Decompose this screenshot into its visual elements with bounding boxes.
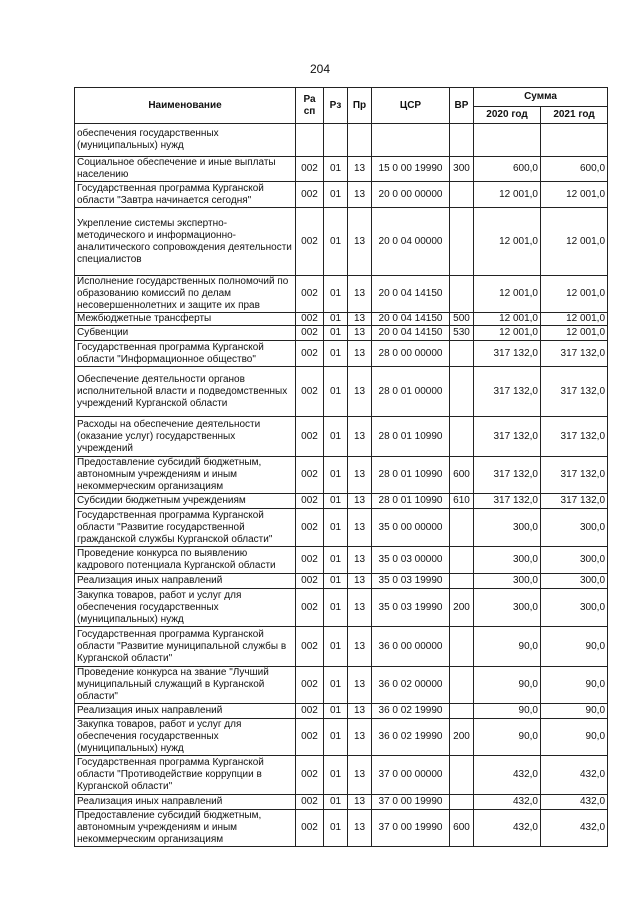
row-rasp-cell: 002 bbox=[296, 367, 324, 417]
row-rasp-cell: 002 bbox=[296, 326, 324, 341]
row-pr-cell: 13 bbox=[348, 719, 372, 756]
row-rz-cell: 01 bbox=[324, 157, 348, 182]
row-name-cell: Проведение конкурса по выявлению кадрового потенциала Курганской области bbox=[75, 547, 296, 574]
row-sum-2021-cell: 317 132,0 bbox=[541, 417, 608, 457]
row-sum-2020-cell: 300,0 bbox=[474, 589, 541, 627]
row-sum-2021-cell: 300,0 bbox=[541, 509, 608, 547]
row-csr-cell: 36 0 02 00000 bbox=[372, 667, 450, 704]
row-sum-2021-cell: 300,0 bbox=[541, 589, 608, 627]
row-vr-cell: 530 bbox=[450, 326, 474, 341]
row-csr-cell: 37 0 00 19990 bbox=[372, 810, 450, 847]
table-row bbox=[75, 810, 608, 847]
table-row bbox=[75, 704, 608, 719]
row-rasp-cell: 002 bbox=[296, 795, 324, 810]
row-csr-cell: 20 0 04 00000 bbox=[372, 208, 450, 276]
row-sum-2021-cell: 600,0 bbox=[541, 157, 608, 182]
row-sum-2020-cell: 300,0 bbox=[474, 574, 541, 589]
row-rz-cell: 01 bbox=[324, 574, 348, 589]
row-name-cell: Государственная программа Курганской области "Противодействие коррупции в Курганской области" bbox=[75, 756, 296, 795]
row-sum-2021-cell: 432,0 bbox=[541, 756, 608, 795]
row-rz-cell: 01 bbox=[324, 547, 348, 574]
page-number: 204 bbox=[309, 62, 331, 76]
table-row bbox=[75, 494, 608, 509]
row-rz-cell: 01 bbox=[324, 719, 348, 756]
row-name-cell: Закупка товаров, работ и услуг для обеспечения государственных (муниципальных) нужд bbox=[75, 719, 296, 756]
row-csr-cell: 20 0 04 14150 bbox=[372, 276, 450, 313]
row-sum-2020-cell: 90,0 bbox=[474, 719, 541, 756]
row-name-cell: Закупка товаров, работ и услуг для обеспечения государственных (муниципальных) нужд bbox=[75, 589, 296, 627]
row-csr-cell: 36 0 02 19990 bbox=[372, 719, 450, 756]
row-pr-cell: 13 bbox=[348, 276, 372, 313]
row-csr-cell: 15 0 00 19990 bbox=[372, 157, 450, 182]
row-sum-2020-cell: 12 001,0 bbox=[474, 208, 541, 276]
table-row bbox=[75, 326, 608, 341]
row-pr-cell: 13 bbox=[348, 494, 372, 509]
header-year-2020: 2020 год bbox=[474, 107, 541, 124]
table-row bbox=[75, 719, 608, 756]
row-rz-cell: 01 bbox=[324, 417, 348, 457]
row-rasp-cell: 002 bbox=[296, 208, 324, 276]
row-rasp-cell: 002 bbox=[296, 276, 324, 313]
row-pr-cell: 13 bbox=[348, 182, 372, 208]
row-sum-2020-cell: 12 001,0 bbox=[474, 313, 541, 326]
header-year-2021: 2021 год bbox=[541, 107, 608, 124]
table-row bbox=[75, 208, 608, 276]
row-csr-cell: 28 0 01 10990 bbox=[372, 457, 450, 494]
row-csr-cell: 35 0 03 00000 bbox=[372, 547, 450, 574]
row-sum-2020-cell: 300,0 bbox=[474, 547, 541, 574]
row-name-cell: Предоставление субсидий бюджетным, автономным учреждениям и иным некоммерческим организациям bbox=[75, 810, 296, 847]
row-name-cell: Реализация иных направлений bbox=[75, 574, 296, 589]
row-name-cell: Расходы на обеспечение деятельности (оказание услуг) государственных учреждений bbox=[75, 417, 296, 457]
row-rz-cell: 01 bbox=[324, 810, 348, 847]
row-sum-2021-cell: 12 001,0 bbox=[541, 276, 608, 313]
table-row bbox=[75, 509, 608, 547]
row-name-cell: Предоставление субсидий бюджетным, автономным учреждениям и иным некоммерческим организациям bbox=[75, 457, 296, 494]
row-sum-2020-cell: 317 132,0 bbox=[474, 494, 541, 509]
row-csr-cell: 20 0 00 00000 bbox=[372, 182, 450, 208]
row-rz-cell: 01 bbox=[324, 756, 348, 795]
row-name-cell: Государственная программа Курганской области "Информационное общество" bbox=[75, 341, 296, 367]
row-csr-cell: 20 0 04 14150 bbox=[372, 313, 450, 326]
row-sum-2020-cell: 432,0 bbox=[474, 795, 541, 810]
row-csr-cell: 37 0 00 00000 bbox=[372, 756, 450, 795]
table-row bbox=[75, 574, 608, 589]
row-sum-2021-cell: 317 132,0 bbox=[541, 457, 608, 494]
row-name-cell: Обеспечение деятельности органов исполнительной власти и подведомственных учреждений Курганской области bbox=[75, 367, 296, 417]
row-rz-cell: 01 bbox=[324, 667, 348, 704]
row-rz-cell: 01 bbox=[324, 182, 348, 208]
header-csr: ЦСР bbox=[372, 88, 450, 124]
row-rz-cell: 01 bbox=[324, 509, 348, 547]
row-rz-cell: 01 bbox=[324, 589, 348, 627]
row-rasp-cell: 002 bbox=[296, 667, 324, 704]
row-vr-cell: 600 bbox=[450, 810, 474, 847]
header-name: Наименование bbox=[75, 88, 296, 124]
row-csr-cell: 28 0 01 10990 bbox=[372, 494, 450, 509]
row-pr-cell: 13 bbox=[348, 547, 372, 574]
row-sum-2021-cell: 90,0 bbox=[541, 627, 608, 667]
row-sum-2020-cell: 432,0 bbox=[474, 756, 541, 795]
row-rz-cell: 01 bbox=[324, 457, 348, 494]
row-name-cell: Государственная программа Курганской области "Завтра начинается сегодня" bbox=[75, 182, 296, 208]
header-rasp: Ра сп bbox=[296, 88, 324, 124]
table-row bbox=[75, 157, 608, 182]
row-pr-cell bbox=[348, 124, 372, 157]
row-sum-2021-cell bbox=[541, 124, 608, 157]
row-pr-cell: 13 bbox=[348, 704, 372, 719]
row-vr-cell bbox=[450, 509, 474, 547]
row-sum-2021-cell: 317 132,0 bbox=[541, 341, 608, 367]
row-pr-cell: 13 bbox=[348, 667, 372, 704]
row-sum-2021-cell: 432,0 bbox=[541, 795, 608, 810]
row-sum-2020-cell: 317 132,0 bbox=[474, 367, 541, 417]
row-name-cell: Государственная программа Курганской области "Развитие муниципальной службы в Курганской области" bbox=[75, 627, 296, 667]
row-sum-2021-cell: 12 001,0 bbox=[541, 208, 608, 276]
row-sum-2020-cell: 600,0 bbox=[474, 157, 541, 182]
row-vr-cell bbox=[450, 208, 474, 276]
row-name-cell: Государственная программа Курганской области "Развитие государственной гражданской службы Курганской области" bbox=[75, 509, 296, 547]
row-vr-cell bbox=[450, 276, 474, 313]
row-name-cell: Реализация иных направлений bbox=[75, 704, 296, 719]
row-pr-cell: 13 bbox=[348, 574, 372, 589]
row-vr-cell bbox=[450, 756, 474, 795]
row-rz-cell bbox=[324, 124, 348, 157]
row-pr-cell: 13 bbox=[348, 795, 372, 810]
row-pr-cell: 13 bbox=[348, 208, 372, 276]
row-sum-2021-cell: 300,0 bbox=[541, 547, 608, 574]
row-name-cell: Укрепление системы экспертно-методического и информационно-аналитического сопровождения деятельности специалистов bbox=[75, 208, 296, 276]
row-sum-2020-cell: 12 001,0 bbox=[474, 326, 541, 341]
row-sum-2021-cell: 317 132,0 bbox=[541, 494, 608, 509]
row-name-cell: обеспечения государственных (муниципальных) нужд bbox=[75, 124, 296, 157]
row-rz-cell: 01 bbox=[324, 208, 348, 276]
row-csr-cell: 36 0 00 00000 bbox=[372, 627, 450, 667]
row-rasp-cell: 002 bbox=[296, 509, 324, 547]
table-row bbox=[75, 124, 608, 157]
row-pr-cell: 13 bbox=[348, 509, 372, 547]
row-vr-cell: 200 bbox=[450, 589, 474, 627]
row-sum-2020-cell: 90,0 bbox=[474, 667, 541, 704]
row-vr-cell bbox=[450, 341, 474, 367]
row-name-cell: Реализация иных направлений bbox=[75, 795, 296, 810]
row-rasp-cell: 002 bbox=[296, 182, 324, 208]
row-vr-cell: 200 bbox=[450, 719, 474, 756]
row-vr-cell bbox=[450, 124, 474, 157]
row-rz-cell: 01 bbox=[324, 341, 348, 367]
row-rasp-cell: 002 bbox=[296, 417, 324, 457]
row-rasp-cell: 002 bbox=[296, 494, 324, 509]
row-rasp-cell: 002 bbox=[296, 547, 324, 574]
table-body bbox=[75, 124, 608, 847]
row-rasp-cell: 002 bbox=[296, 756, 324, 795]
header-vr: ВР bbox=[450, 88, 474, 124]
row-sum-2021-cell: 12 001,0 bbox=[541, 182, 608, 208]
row-sum-2020-cell: 300,0 bbox=[474, 509, 541, 547]
row-pr-cell: 13 bbox=[348, 367, 372, 417]
row-rasp-cell: 002 bbox=[296, 313, 324, 326]
row-csr-cell: 35 0 00 00000 bbox=[372, 509, 450, 547]
table-row bbox=[75, 367, 608, 417]
row-sum-2021-cell: 12 001,0 bbox=[541, 313, 608, 326]
row-sum-2020-cell: 90,0 bbox=[474, 704, 541, 719]
table-row bbox=[75, 589, 608, 627]
row-pr-cell: 13 bbox=[348, 157, 372, 182]
row-sum-2020-cell: 317 132,0 bbox=[474, 457, 541, 494]
table-row bbox=[75, 547, 608, 574]
row-name-cell: Исполнение государственных полномочий по образованию комиссий по делам несовершеннолетних и защите их прав bbox=[75, 276, 296, 313]
row-vr-cell bbox=[450, 182, 474, 208]
row-name-cell: Межбюджетные трансферты bbox=[75, 313, 296, 326]
table-row bbox=[75, 417, 608, 457]
header-rz: Рз bbox=[324, 88, 348, 124]
row-rasp-cell bbox=[296, 124, 324, 157]
row-rasp-cell: 002 bbox=[296, 157, 324, 182]
row-sum-2020-cell: 90,0 bbox=[474, 627, 541, 667]
row-rz-cell: 01 bbox=[324, 367, 348, 417]
row-rz-cell: 01 bbox=[324, 704, 348, 719]
row-rasp-cell: 002 bbox=[296, 574, 324, 589]
row-name-cell: Субсидии бюджетным учреждениям bbox=[75, 494, 296, 509]
row-pr-cell: 13 bbox=[348, 417, 372, 457]
row-vr-cell bbox=[450, 795, 474, 810]
row-vr-cell bbox=[450, 574, 474, 589]
row-pr-cell: 13 bbox=[348, 756, 372, 795]
row-csr-cell: 28 0 01 00000 bbox=[372, 367, 450, 417]
row-name-cell: Социальное обеспечение и иные выплаты населению bbox=[75, 157, 296, 182]
row-sum-2020-cell: 432,0 bbox=[474, 810, 541, 847]
row-rz-cell: 01 bbox=[324, 795, 348, 810]
row-sum-2020-cell: 317 132,0 bbox=[474, 341, 541, 367]
row-csr-cell: 36 0 02 19990 bbox=[372, 704, 450, 719]
row-sum-2021-cell: 90,0 bbox=[541, 719, 608, 756]
table-row bbox=[75, 182, 608, 208]
row-csr-cell: 28 0 01 10990 bbox=[372, 417, 450, 457]
row-sum-2021-cell: 432,0 bbox=[541, 810, 608, 847]
table-row bbox=[75, 756, 608, 795]
row-sum-2020-cell: 317 132,0 bbox=[474, 417, 541, 457]
row-vr-cell bbox=[450, 417, 474, 457]
row-vr-cell bbox=[450, 547, 474, 574]
table-row bbox=[75, 795, 608, 810]
row-rz-cell: 01 bbox=[324, 326, 348, 341]
row-pr-cell: 13 bbox=[348, 313, 372, 326]
row-vr-cell bbox=[450, 704, 474, 719]
row-name-cell: Субвенции bbox=[75, 326, 296, 341]
row-csr-cell: 35 0 03 19990 bbox=[372, 589, 450, 627]
row-rz-cell: 01 bbox=[324, 276, 348, 313]
row-sum-2021-cell: 300,0 bbox=[541, 574, 608, 589]
row-sum-2020-cell: 12 001,0 bbox=[474, 182, 541, 208]
row-sum-2021-cell: 90,0 bbox=[541, 704, 608, 719]
row-vr-cell bbox=[450, 627, 474, 667]
row-sum-2020-cell: 12 001,0 bbox=[474, 276, 541, 313]
row-name-cell: Проведение конкурса на звание "Лучший муниципальный служащий в Курганской области" bbox=[75, 667, 296, 704]
row-rasp-cell: 002 bbox=[296, 719, 324, 756]
row-rasp-cell: 002 bbox=[296, 810, 324, 847]
row-pr-cell: 13 bbox=[348, 589, 372, 627]
row-pr-cell: 13 bbox=[348, 341, 372, 367]
row-vr-cell: 610 bbox=[450, 494, 474, 509]
row-vr-cell: 500 bbox=[450, 313, 474, 326]
row-csr-cell: 35 0 03 19990 bbox=[372, 574, 450, 589]
table-row bbox=[75, 341, 608, 367]
row-vr-cell: 600 bbox=[450, 457, 474, 494]
header-pr: Пр bbox=[348, 88, 372, 124]
row-pr-cell: 13 bbox=[348, 627, 372, 667]
table-row bbox=[75, 276, 608, 313]
row-rasp-cell: 002 bbox=[296, 627, 324, 667]
table-row bbox=[75, 313, 608, 326]
row-rz-cell: 01 bbox=[324, 494, 348, 509]
row-pr-cell: 13 bbox=[348, 457, 372, 494]
row-rasp-cell: 002 bbox=[296, 704, 324, 719]
table-row bbox=[75, 627, 608, 667]
row-rasp-cell: 002 bbox=[296, 589, 324, 627]
row-vr-cell bbox=[450, 667, 474, 704]
table-row bbox=[75, 667, 608, 704]
row-rz-cell: 01 bbox=[324, 627, 348, 667]
row-rz-cell: 01 bbox=[324, 313, 348, 326]
row-vr-cell: 300 bbox=[450, 157, 474, 182]
row-pr-cell: 13 bbox=[348, 810, 372, 847]
row-csr-cell: 28 0 00 00000 bbox=[372, 341, 450, 367]
row-vr-cell bbox=[450, 367, 474, 417]
row-rasp-cell: 002 bbox=[296, 341, 324, 367]
row-rasp-cell: 002 bbox=[296, 457, 324, 494]
header-sum: Сумма bbox=[474, 88, 608, 107]
row-sum-2021-cell: 317 132,0 bbox=[541, 367, 608, 417]
table-row bbox=[75, 457, 608, 494]
row-sum-2020-cell bbox=[474, 124, 541, 157]
row-csr-cell: 20 0 04 14150 bbox=[372, 326, 450, 341]
row-csr-cell bbox=[372, 124, 450, 157]
row-sum-2021-cell: 90,0 bbox=[541, 667, 608, 704]
row-csr-cell: 37 0 00 19990 bbox=[372, 795, 450, 810]
budget-table bbox=[74, 87, 608, 847]
row-sum-2021-cell: 12 001,0 bbox=[541, 326, 608, 341]
row-pr-cell: 13 bbox=[348, 326, 372, 341]
